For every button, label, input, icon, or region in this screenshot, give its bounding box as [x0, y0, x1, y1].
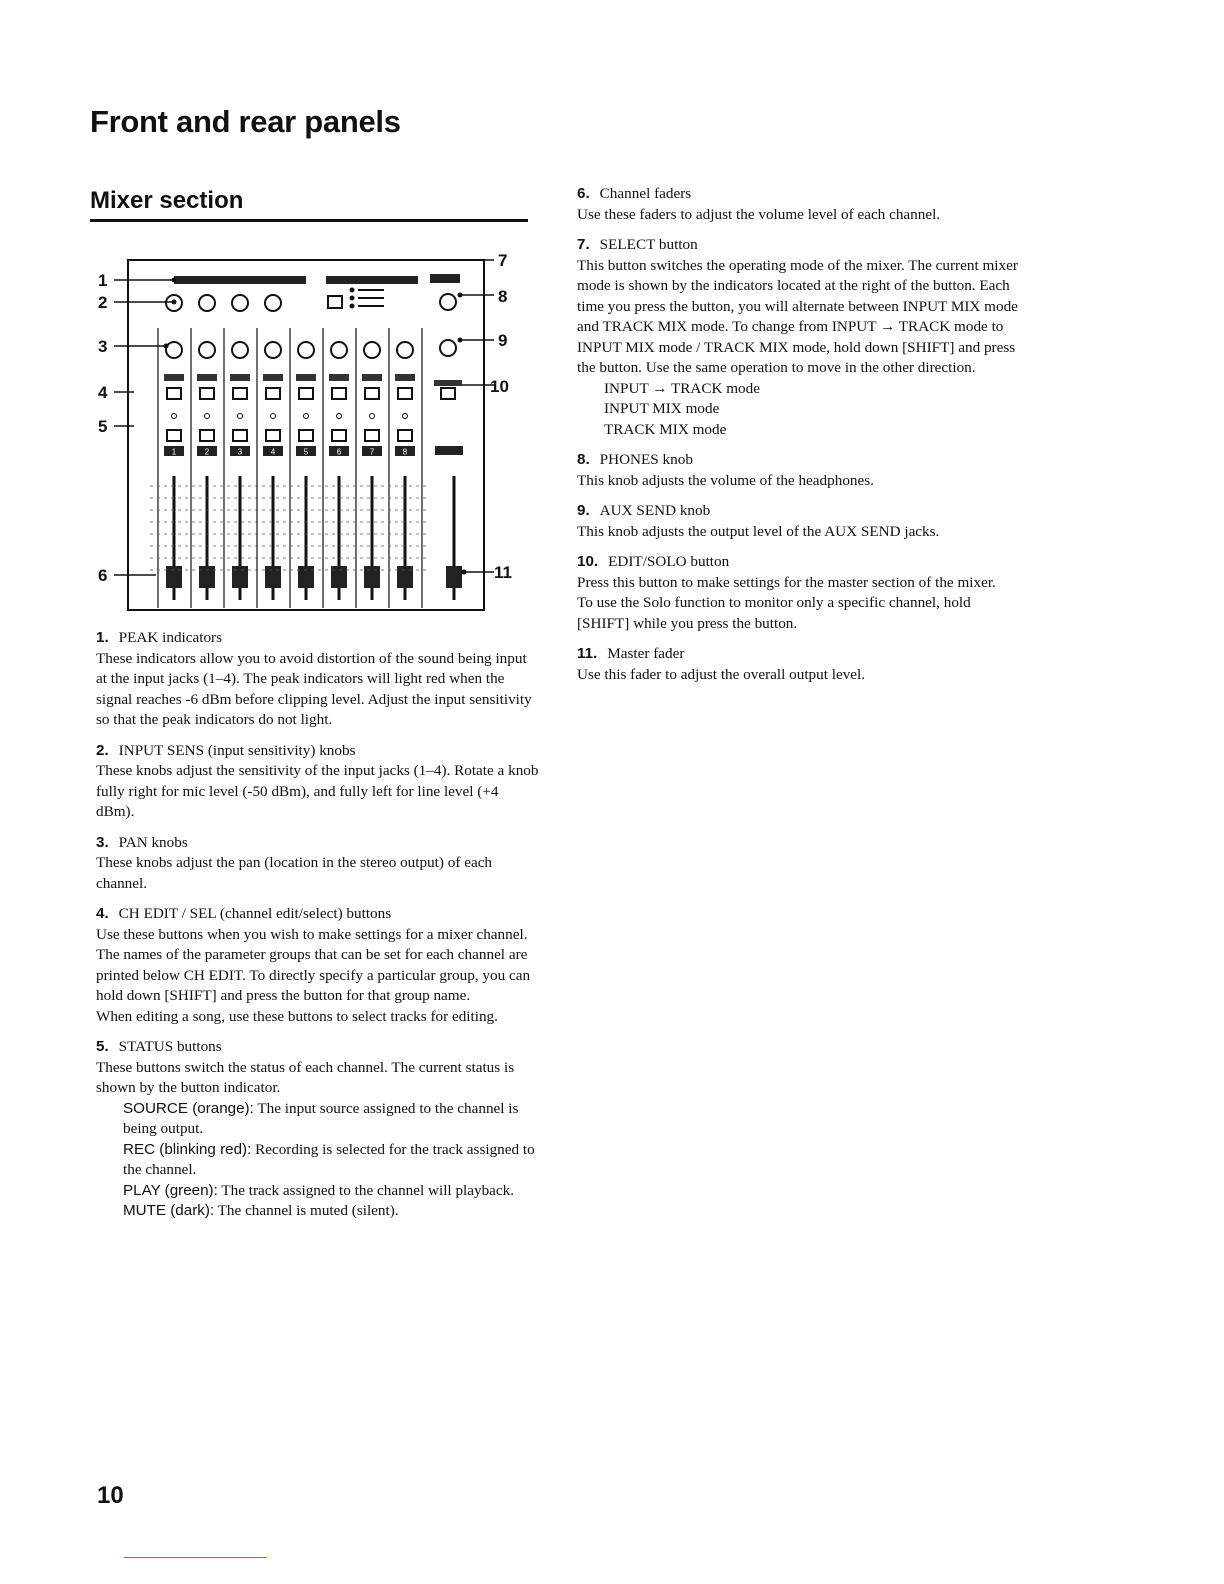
item-title: AUX SEND knob — [599, 502, 711, 519]
edit-solo-button-icon — [441, 388, 455, 399]
channel-number-label: 1 — [171, 447, 177, 457]
item-6 — [577, 184, 1019, 225]
status-text: Recording is selected for the track assigned to the channel. — [123, 1140, 535, 1178]
item-11 — [577, 644, 1019, 685]
item-number: 2. — [96, 741, 109, 759]
ch-edit-label-mark — [296, 374, 316, 381]
ch-edit-label-mark — [263, 374, 283, 381]
item-title: SELECT button — [599, 236, 698, 253]
item-body: When editing a song, use these buttons to select tracks for editing. — [96, 1007, 498, 1025]
item-title: EDIT/SOLO button — [608, 553, 730, 570]
master-label-plate — [435, 446, 463, 455]
mode-entry: INPUT → TRACK mode — [604, 379, 760, 397]
status-text: The channel is muted (silent). — [217, 1202, 399, 1219]
mode-entry: TRACK MIX mode — [604, 420, 727, 438]
status-label: REC (blinking red): — [123, 1140, 252, 1158]
item-heading — [96, 1037, 540, 1058]
channel-number-label: 6 — [336, 447, 342, 457]
item-body: This knob adjusts the volume of the headphones. — [577, 471, 874, 489]
item-number: 7. — [577, 236, 590, 253]
channel-fader-icon — [199, 566, 215, 588]
master-fader-icon — [446, 566, 462, 588]
item-body: This knob adjusts the output level of the AUX SEND jacks. — [577, 522, 940, 540]
status-button-icon — [299, 430, 313, 441]
item-heading — [577, 644, 1019, 665]
ch-edit-label-mark — [197, 374, 217, 381]
item-9 — [577, 501, 1019, 542]
item-number: 8. — [577, 451, 590, 468]
ch-edit-button-icon — [332, 388, 346, 399]
item-1 — [96, 628, 540, 731]
status-button-icon — [398, 430, 412, 441]
item-2 — [96, 741, 540, 823]
item-heading — [96, 741, 540, 762]
ch-edit-label-mark — [395, 374, 415, 381]
status-label: SOURCE (orange): — [123, 1099, 254, 1117]
input-sens-bar — [174, 276, 306, 284]
callout-2: 2 — [98, 293, 108, 312]
pan-knob-icon — [397, 342, 413, 358]
item-body: Press this button to make settings for the master section of the mixer. — [577, 573, 996, 591]
item-body: These knobs adjust the pan (location in the stereo output) of each channel. — [96, 854, 493, 892]
status-led-icon — [172, 414, 177, 419]
phones-knob-icon — [440, 294, 456, 310]
item-number: 9. — [577, 502, 590, 519]
channel-fader-icon — [232, 566, 248, 588]
status-led-icon — [205, 414, 210, 419]
mixer-panel-diagram — [90, 240, 530, 620]
ch-edit-button-icon — [200, 388, 214, 399]
callout-11: 11 — [494, 563, 512, 582]
ch-edit-button-icon — [167, 388, 181, 399]
callout-6: 6 — [98, 566, 108, 585]
item-body: These indicators allow you to avoid distortion of the sound being input at the input jacks (1–4). The peak indicators will light red when the signal reaches -6 dBm before clipping level. Adjust the input sensitivity so that the peak indicators do not light. — [96, 649, 532, 728]
channel-fader-icon — [265, 566, 281, 588]
status-label: PLAY (green): — [123, 1181, 218, 1199]
pan-knob-icon — [331, 342, 347, 358]
item-title: PAN knobs — [118, 833, 188, 851]
ch-edit-label-mark — [362, 374, 382, 381]
footer-rule — [124, 1557, 267, 1558]
status-entry — [96, 1201, 540, 1222]
channel-fader-icon — [397, 566, 413, 588]
status-led-icon — [403, 414, 408, 419]
edit-solo-label-mark — [434, 380, 462, 386]
item-heading — [577, 552, 1019, 573]
input-sens-knob-icon — [265, 295, 281, 311]
right-column — [577, 184, 1019, 695]
ch-edit-label-mark — [230, 374, 250, 381]
ch-edit-button-icon — [398, 388, 412, 399]
status-text: The input source assigned to the channel is being output. — [123, 1099, 519, 1137]
pan-knob-icon — [298, 342, 314, 358]
channel-fader-icon — [298, 566, 314, 588]
status-button-icon — [332, 430, 346, 441]
mode-indicator-icon — [350, 288, 355, 293]
channel-number-label: 2 — [204, 447, 210, 457]
item-body: This button switches the operating mode of the mixer. The current mixer mode is shown by the indicators located at the right of the button. Each time you press the button, you will alternate between INPUT MIX mode and TRACK MIX mode. To change from INPUT → TRACK mode to INPUT MIX mode / TRACK MIX mode, hold down [SHIFT] and press the button. Use the same operation to move in the other direction. — [577, 256, 1018, 376]
item-number: 6. — [577, 185, 590, 202]
item-4 — [96, 904, 540, 1027]
item-3 — [96, 833, 540, 895]
item-number: 1. — [96, 629, 109, 646]
mode-entry: INPUT MIX mode — [604, 400, 720, 417]
item-number: 11. — [577, 645, 598, 662]
status-button-icon — [200, 430, 214, 441]
channel-fader-icon — [166, 566, 182, 588]
status-label: MUTE (dark): — [123, 1202, 215, 1219]
item-body: Use this fader to adjust the overall output level. — [577, 665, 866, 683]
pan-knob-icon — [265, 342, 281, 358]
mode-indicator-icon — [350, 296, 355, 301]
input-sens-knob-icon — [232, 295, 248, 311]
item-title: INPUT SENS (input sensitivity) knobs — [118, 741, 356, 759]
item-title: PHONES knob — [599, 451, 693, 468]
item-body: These buttons switch the status of each channel. The current status is shown by the button indicator. — [96, 1058, 515, 1096]
status-text: The track assigned to the channel will playback. — [221, 1181, 515, 1199]
callout-4: 4 — [98, 383, 108, 402]
mixer-mode-bar — [326, 276, 418, 284]
item-10 — [577, 552, 1019, 634]
item-heading — [577, 450, 1019, 471]
status-led-icon — [304, 414, 309, 419]
ch-edit-label-mark — [164, 374, 184, 381]
status-led-icon — [370, 414, 375, 419]
left-column — [96, 628, 540, 1232]
status-button-icon — [167, 430, 181, 441]
channel-number-label: 4 — [270, 447, 276, 457]
callout-3: 3 — [98, 337, 108, 356]
pan-knob-icon — [199, 342, 215, 358]
item-heading — [96, 833, 540, 854]
status-led-icon — [238, 414, 243, 419]
channel-number-label: 5 — [303, 447, 309, 457]
status-entry — [96, 1099, 540, 1140]
item-body: To use the Solo function to monitor only a specific channel, hold [SHIFT] while you press the button. — [577, 594, 971, 632]
item-number: 3. — [96, 833, 109, 851]
status-entry — [96, 1181, 540, 1202]
ch-edit-button-icon — [365, 388, 379, 399]
item-body: These knobs adjust the sensitivity of the input jacks (1–4). Rotate a knob fully right for mic level (-50 dBm), and fully left for line level (+4 dBm). — [96, 762, 539, 820]
channel-number-label: 3 — [237, 447, 243, 457]
item-5 — [96, 1037, 540, 1222]
ch-edit-button-icon — [266, 388, 280, 399]
phones-bar — [430, 274, 460, 283]
callout-5: 5 — [98, 417, 108, 436]
pan-knob-icon — [364, 342, 380, 358]
page-title: Front and rear panels — [90, 104, 401, 139]
select-button-icon — [328, 296, 342, 308]
input-sens-knob-icon — [199, 295, 215, 311]
item-title: CH EDIT / SEL (channel edit/select) buttons — [118, 905, 392, 922]
channel-fader-icon — [364, 566, 380, 588]
item-heading — [577, 235, 1019, 256]
channel-number-label: 7 — [369, 447, 375, 457]
item-7 — [577, 235, 1019, 440]
pan-knob-icon — [166, 342, 182, 358]
status-button-icon — [233, 430, 247, 441]
pan-knob-icon — [232, 342, 248, 358]
mode-indicator-icon — [350, 304, 355, 309]
item-body: Use these faders to adjust the volume level of each channel. — [577, 205, 941, 223]
item-body: Use these buttons when you wish to make settings for a mixer channel. The names of the parameter groups that can be set for each channel are printed below CH EDIT. To directly specify a particular group, you can hold down [SHIFT] and press the button for that group name. — [96, 925, 531, 1004]
callout-10: 10 — [490, 377, 509, 396]
callout-1: 1 — [98, 271, 108, 290]
status-led-icon — [337, 414, 342, 419]
status-led-icon — [271, 414, 276, 419]
status-entry — [96, 1140, 540, 1181]
ch-edit-label-mark — [329, 374, 349, 381]
aux-send-knob-icon — [440, 340, 456, 356]
status-button-icon — [365, 430, 379, 441]
channel-fader-icon — [331, 566, 347, 588]
item-title: Master fader — [607, 645, 685, 662]
item-heading — [96, 904, 540, 925]
item-heading — [96, 628, 540, 649]
ch-edit-button-icon — [233, 388, 247, 399]
item-number: 10. — [577, 553, 599, 570]
page-number: 10 — [97, 1482, 124, 1509]
item-number: 4. — [96, 905, 109, 922]
item-title: PEAK indicators — [118, 629, 223, 646]
item-number: 5. — [96, 1038, 109, 1055]
callout-7: 7 — [498, 251, 508, 270]
status-button-icon — [266, 430, 280, 441]
item-heading — [577, 501, 1019, 522]
channel-number-label: 8 — [402, 447, 408, 457]
item-heading — [577, 184, 1019, 205]
callout-9: 9 — [498, 331, 508, 350]
callout-8: 8 — [498, 287, 508, 306]
section-title: Mixer section — [90, 187, 244, 214]
item-title: Channel faders — [599, 185, 692, 202]
item-title: STATUS buttons — [118, 1038, 222, 1055]
ch-edit-button-icon — [299, 388, 313, 399]
section-rule — [90, 219, 528, 222]
item-8 — [577, 450, 1019, 491]
